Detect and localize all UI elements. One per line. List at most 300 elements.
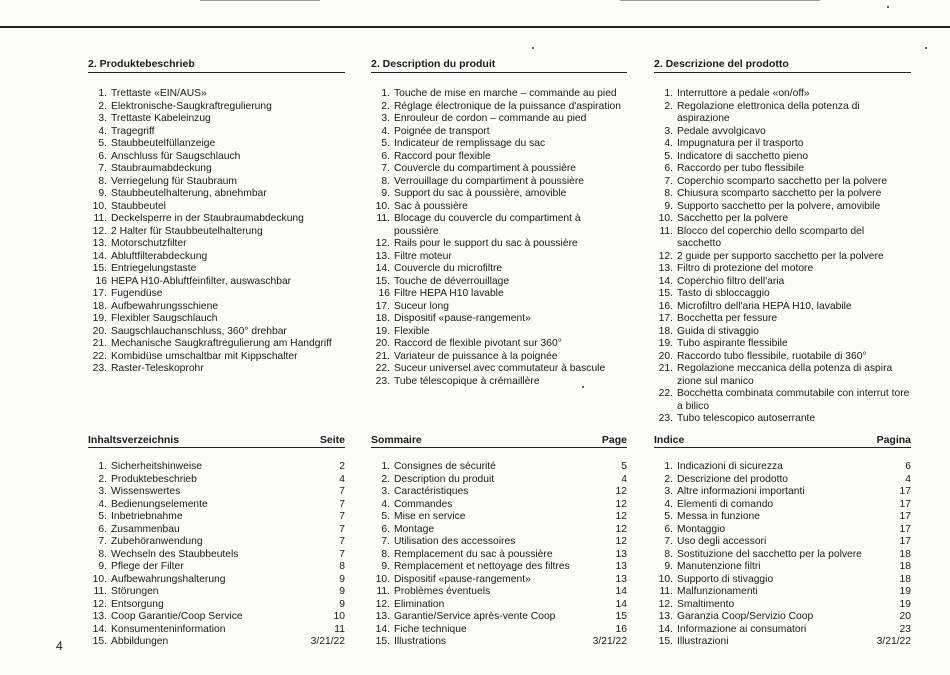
list-item bbox=[654, 213, 911, 226]
item-number: 7. bbox=[381, 163, 390, 174]
list-item bbox=[88, 126, 345, 139]
toc-entry: Description du produit bbox=[394, 473, 495, 485]
toc-page: 14 bbox=[615, 586, 627, 597]
item-number: 23. bbox=[92, 363, 107, 374]
toc-entry: Dispositif «pause-rangement» bbox=[394, 573, 531, 585]
toc-page: 4 bbox=[339, 473, 345, 485]
toc-page: 6 bbox=[905, 461, 911, 472]
list-item bbox=[88, 113, 345, 126]
item-number: 17. bbox=[92, 288, 107, 299]
item-text: Filtre HEPA H10 lavable bbox=[394, 288, 504, 299]
toc-number: 3. bbox=[98, 486, 107, 497]
item-text: Motorschutzfilter bbox=[111, 238, 187, 249]
toc-entry: Smaltimento bbox=[677, 598, 735, 610]
item-text: Saugschlauchanschluss, 360° drehbar bbox=[111, 325, 287, 337]
toc-entry: Produktebeschrieb bbox=[111, 473, 197, 485]
toc-de bbox=[88, 434, 345, 649]
toc-row bbox=[654, 549, 911, 562]
toc-row bbox=[371, 511, 627, 524]
toc-entry: Sostituzione del sacchetto per la polvere bbox=[677, 548, 862, 560]
toc-entry: Sicherheitshinweise bbox=[111, 461, 203, 472]
toc-page: 9 bbox=[339, 573, 345, 585]
list-item bbox=[371, 88, 627, 101]
toc-number: 9. bbox=[98, 561, 107, 572]
item-text: Raccordo tubo flessibile, ruotabile di 360° bbox=[677, 350, 867, 362]
toc-number: 13. bbox=[375, 611, 390, 622]
item-text: Microfiltro dell'aria HEPA H10, lavabile bbox=[677, 300, 852, 312]
item-number: 22. bbox=[375, 363, 390, 374]
item-number: 18. bbox=[92, 300, 107, 312]
item-number: 19. bbox=[658, 338, 673, 349]
item-list bbox=[654, 88, 911, 426]
item-text: Rails pour le support du sac à poussière bbox=[394, 238, 578, 249]
item-number: 13. bbox=[658, 263, 673, 274]
toc-entry: Remplacement et nettoyage des filtres bbox=[394, 561, 570, 572]
list-item bbox=[371, 313, 627, 326]
item-text: Raccord pour flexible bbox=[394, 150, 491, 162]
toc-title: Sommaire bbox=[371, 434, 422, 446]
item-number: 16 bbox=[95, 275, 107, 287]
item-text: Raster-Teleskoprohr bbox=[111, 363, 204, 374]
toc-row bbox=[371, 574, 627, 587]
item-number: 1. bbox=[664, 88, 673, 99]
toc-row bbox=[654, 474, 911, 487]
list-item bbox=[371, 163, 627, 176]
list-item bbox=[371, 126, 627, 139]
list-item bbox=[88, 363, 345, 376]
item-number: 5. bbox=[664, 150, 673, 162]
toc-number: 11. bbox=[659, 586, 673, 597]
list-item bbox=[654, 188, 911, 201]
toc-number: 12. bbox=[375, 598, 390, 610]
item-number: 12. bbox=[375, 238, 390, 249]
toc-page: 16 bbox=[615, 623, 627, 635]
toc-page: 9 bbox=[339, 598, 345, 610]
list-item bbox=[88, 88, 345, 101]
section-title: 2. Produktebeschrieb bbox=[88, 58, 345, 73]
toc-entry: Montage bbox=[394, 523, 435, 535]
list-item bbox=[371, 138, 627, 151]
toc-entry: Caractéristiques bbox=[394, 486, 469, 497]
item-number: 19. bbox=[375, 325, 390, 337]
toc-row bbox=[654, 486, 911, 499]
item-number: 3. bbox=[664, 125, 673, 137]
item-text: Poignée de transport bbox=[394, 125, 490, 137]
list-item bbox=[88, 163, 345, 176]
toc-row bbox=[88, 499, 345, 512]
toc-entry: Supporto di stivaggio bbox=[677, 573, 774, 585]
toc-row bbox=[88, 574, 345, 587]
list-item bbox=[654, 138, 911, 151]
item-number: 16 bbox=[378, 288, 390, 299]
list-item bbox=[88, 351, 345, 364]
toc-page: 20 bbox=[899, 611, 911, 622]
item-list bbox=[88, 88, 345, 376]
toc-page: 8 bbox=[339, 561, 345, 572]
item-text: Anschluss für Saugschlauch bbox=[111, 150, 241, 162]
toc-number: 12. bbox=[92, 598, 107, 610]
item-text: Suceur universel avec commutateur à bascule bbox=[394, 363, 606, 374]
toc-page: 11 bbox=[334, 623, 345, 635]
toc-page: 7 bbox=[339, 486, 345, 497]
toc-number: 2. bbox=[664, 473, 673, 485]
item-number: 9. bbox=[98, 188, 107, 199]
toc-number: 13. bbox=[658, 611, 673, 622]
item-number: 14. bbox=[375, 263, 390, 274]
toc-number: 15. bbox=[658, 636, 673, 647]
item-text: Tubo telescopico autoserrante bbox=[677, 413, 816, 424]
toc-entry: Pflege der Filter bbox=[111, 561, 184, 572]
toc-row bbox=[88, 486, 345, 499]
item-text: Deckelsperre in der Staubraumabdeckung bbox=[111, 213, 304, 224]
toc-row bbox=[371, 536, 627, 549]
toc-number: 1. bbox=[381, 461, 390, 472]
toc-number: 11. bbox=[93, 586, 107, 597]
toc-entry: Consignes de sécurité bbox=[394, 461, 496, 472]
toc-entry: Coop Garantie/Coop Service bbox=[111, 611, 243, 622]
toc-page: 3/21/22 bbox=[310, 636, 345, 647]
item-number: 10. bbox=[375, 200, 390, 212]
toc-number: 4. bbox=[98, 498, 107, 510]
toc-page: 14 bbox=[615, 598, 627, 610]
toc-row bbox=[88, 611, 345, 624]
item-text: Staubbeutel bbox=[111, 200, 166, 212]
item-text: Raccord de flexible pivotant sur 360° bbox=[394, 338, 562, 349]
toc-entry: Messa in funzione bbox=[677, 511, 760, 522]
toc-entry: Utilisation des accessoires bbox=[394, 536, 516, 547]
toc-entry: Inbetriebnahme bbox=[111, 511, 183, 522]
list-item bbox=[371, 176, 627, 189]
toc-entry: Montaggio bbox=[677, 523, 726, 535]
toc-page: 4 bbox=[905, 473, 911, 485]
toc-number: 6. bbox=[98, 523, 107, 535]
toc-row bbox=[371, 461, 627, 474]
toc-page: 9 bbox=[339, 586, 345, 597]
item-text: Sac à poussière bbox=[394, 200, 468, 212]
item-text: Indicateur de remplissage du sac bbox=[394, 138, 546, 149]
item-text: Trettaste «EIN/AUS» bbox=[111, 88, 207, 99]
toc-list bbox=[371, 461, 627, 649]
toc-entry: Malfunzionamenti bbox=[677, 586, 758, 597]
list-item bbox=[88, 326, 345, 339]
item-number: 7. bbox=[664, 175, 673, 187]
item-text: Touche de déverrouillage bbox=[394, 275, 510, 287]
item-number: 19. bbox=[92, 313, 107, 324]
item-text: Mechanische Saugkraftregulierung am Handgriff bbox=[111, 338, 332, 349]
toc-entry: Descrizione del prodotto bbox=[677, 473, 789, 485]
toc-number: 6. bbox=[664, 523, 673, 535]
toc-list bbox=[88, 461, 345, 649]
toc-row bbox=[88, 536, 345, 549]
list-item bbox=[371, 326, 627, 339]
item-number: 11. bbox=[659, 225, 673, 237]
toc-page: 7 bbox=[339, 498, 345, 510]
toc-page: 13 bbox=[615, 561, 627, 572]
list-item bbox=[371, 263, 627, 276]
toc-header bbox=[371, 434, 627, 448]
header-rule bbox=[0, 26, 950, 28]
item-number: 5. bbox=[381, 138, 390, 149]
toc-entry: Mise en service bbox=[394, 511, 466, 522]
list-item bbox=[371, 338, 627, 351]
item-text: Réglage électronique de la puissance d'aspiration bbox=[394, 100, 621, 112]
item-number: 22. bbox=[92, 350, 107, 362]
item-text: Touche de mise en marche – commande au pied bbox=[394, 88, 617, 99]
toc-page: 12 bbox=[615, 498, 627, 510]
item-number: 2. bbox=[381, 100, 390, 112]
toc-row bbox=[88, 461, 345, 474]
toc-page: 13 bbox=[615, 548, 627, 560]
item-text: Couvercle du compartiment à poussière bbox=[394, 163, 577, 174]
toc-page: 5 bbox=[621, 461, 627, 472]
item-number: 8. bbox=[664, 188, 673, 199]
item-text: Suceur long bbox=[394, 300, 449, 312]
item-text: Support du sac à poussière, amovible bbox=[394, 188, 567, 199]
toc-page: 18 bbox=[899, 573, 911, 585]
toc-page: 12 bbox=[615, 511, 627, 522]
toc-row bbox=[654, 611, 911, 624]
item-text: 2 Halter für Staubbeutelhalterung bbox=[111, 225, 263, 237]
toc-entry: Indicazioni di sicurezza bbox=[677, 461, 783, 472]
speck bbox=[887, 6, 889, 8]
item-number: 9. bbox=[664, 200, 673, 212]
toc-entry: Elimination bbox=[394, 598, 445, 610]
item-number: 20. bbox=[375, 338, 390, 349]
list-item bbox=[654, 126, 911, 139]
toc-row bbox=[371, 474, 627, 487]
toc-page: 17 bbox=[899, 523, 911, 535]
toc-number: 9. bbox=[381, 561, 390, 572]
list-item bbox=[371, 363, 627, 376]
item-text: Trettaste Kabeleinzug bbox=[111, 113, 211, 124]
page-number: 4 bbox=[56, 639, 63, 653]
toc-page: 23 bbox=[899, 623, 911, 635]
toc-page-label: Page bbox=[601, 434, 627, 446]
toc-page: 15 bbox=[615, 611, 627, 622]
toc-entry: Aufbewahrungshalterung bbox=[111, 573, 226, 585]
item-text: Abluftfilterabdeckung bbox=[111, 250, 208, 262]
toc-entry: Problèmes éventuels bbox=[394, 586, 491, 597]
list-item bbox=[371, 151, 627, 164]
toc-entry: Garanzia Coop/Servizio Coop bbox=[677, 611, 814, 622]
item-text: 2 guide per supporto sacchetto per la polvere bbox=[677, 250, 884, 262]
toc-entry: Konsumenteninformation bbox=[111, 623, 226, 635]
toc-row bbox=[654, 499, 911, 512]
item-text: Coperchio scomparto sacchetto per la polvere bbox=[677, 175, 888, 187]
item-text: Tasto di sbloccaggio bbox=[677, 288, 770, 299]
item-text: Kombidüse umschaltbar mit Kippschalter bbox=[111, 350, 298, 362]
toc-row bbox=[371, 561, 627, 574]
section-product-de bbox=[88, 58, 345, 376]
item-text: Staubbeutelhalterung, abnehmbar bbox=[111, 188, 267, 199]
toc-number: 13. bbox=[92, 611, 107, 622]
section-product-it bbox=[654, 58, 911, 426]
toc-row bbox=[654, 536, 911, 549]
toc-entry: Bedienungselemente bbox=[111, 498, 208, 510]
list-item bbox=[371, 376, 627, 389]
section-product-fr bbox=[371, 58, 627, 388]
item-text: HEPA H10-Abluftfeinfilter, auswaschbar bbox=[111, 275, 292, 287]
toc-number: 3. bbox=[381, 486, 390, 497]
item-text: Coperchio filtro dell'aria bbox=[677, 275, 785, 287]
toc-row bbox=[371, 636, 627, 649]
list-item bbox=[654, 301, 911, 314]
toc-row bbox=[88, 586, 345, 599]
item-number: 18. bbox=[658, 325, 673, 337]
item-text: Elektronische-Saugkraftregulierung bbox=[111, 100, 272, 112]
toc-page: 3/21/22 bbox=[592, 636, 627, 647]
item-number: 13. bbox=[92, 238, 107, 249]
list-item bbox=[654, 413, 911, 426]
item-text: Supporto sacchetto per la polvere, amovibile bbox=[677, 200, 881, 212]
toc-row bbox=[88, 524, 345, 537]
top-edge-line-left bbox=[200, 0, 320, 1]
toc-row bbox=[88, 599, 345, 612]
toc-number: 5. bbox=[664, 511, 673, 522]
list-item bbox=[654, 326, 911, 339]
toc-it bbox=[654, 434, 911, 649]
toc-row bbox=[654, 574, 911, 587]
list-item bbox=[654, 101, 911, 126]
list-item bbox=[371, 251, 627, 264]
list-item bbox=[654, 88, 911, 101]
list-item bbox=[371, 101, 627, 114]
item-text: Bocchetta combinata commutabile con interrut tore a bilico bbox=[677, 388, 910, 412]
toc-number: 7. bbox=[664, 536, 673, 547]
toc-number: 10. bbox=[375, 573, 390, 585]
toc-number: 7. bbox=[98, 536, 107, 547]
toc-page: 3/21/22 bbox=[876, 636, 911, 647]
list-item bbox=[371, 188, 627, 201]
item-number: 23. bbox=[375, 375, 390, 387]
toc-entry: Wechseln des Staubbeutels bbox=[111, 548, 239, 560]
list-item bbox=[88, 101, 345, 114]
toc-row bbox=[88, 636, 345, 649]
item-number: 17. bbox=[658, 313, 673, 324]
item-text: Tubo aspirante flessibile bbox=[677, 338, 788, 349]
toc-header bbox=[654, 434, 911, 448]
list-item bbox=[88, 151, 345, 164]
toc-row bbox=[371, 611, 627, 624]
list-item bbox=[88, 276, 345, 289]
list-item bbox=[88, 188, 345, 201]
list-item bbox=[654, 288, 911, 301]
item-text: Entriegelungstaste bbox=[111, 263, 197, 274]
toc-page: 17 bbox=[899, 486, 911, 497]
item-number: 1. bbox=[381, 88, 390, 99]
list-item bbox=[88, 201, 345, 214]
list-item bbox=[371, 351, 627, 364]
list-item bbox=[654, 201, 911, 214]
toc-row bbox=[88, 474, 345, 487]
toc-title: Indice bbox=[654, 434, 685, 446]
item-number: 20. bbox=[658, 350, 673, 362]
toc-row bbox=[654, 461, 911, 474]
toc-row bbox=[88, 561, 345, 574]
list-item bbox=[654, 276, 911, 289]
toc-row bbox=[371, 524, 627, 537]
item-text: Flexible bbox=[394, 325, 430, 337]
item-number: 16. bbox=[658, 300, 673, 312]
item-number: 15. bbox=[92, 263, 107, 274]
toc-row bbox=[371, 486, 627, 499]
toc-page: 7 bbox=[339, 511, 345, 522]
list-item bbox=[88, 226, 345, 239]
toc-row bbox=[654, 524, 911, 537]
item-number: 10. bbox=[92, 200, 107, 212]
toc-row bbox=[371, 549, 627, 562]
toc-page: 12 bbox=[615, 536, 627, 547]
toc-number: 7. bbox=[381, 536, 390, 547]
toc-page-label: Seite bbox=[319, 434, 345, 446]
toc-fr bbox=[371, 434, 627, 649]
toc-entry: Informazione ai consumatori bbox=[677, 623, 807, 635]
item-text: Filtro di protezione del motore bbox=[677, 263, 814, 274]
toc-page: 7 bbox=[339, 548, 345, 560]
toc-entry: Garantie/Service après-vente Coop bbox=[394, 611, 556, 622]
item-number: 13. bbox=[375, 250, 390, 262]
toc-row bbox=[88, 624, 345, 637]
list-item bbox=[371, 301, 627, 314]
toc-entry: Altre informazioni importanti bbox=[677, 486, 805, 497]
list-item bbox=[654, 163, 911, 176]
toc-number: 2. bbox=[381, 473, 390, 485]
item-text: Variateur de puissance à la poignée bbox=[394, 350, 558, 362]
item-text: Blocage du couvercle du compartiment à poussière bbox=[394, 213, 581, 237]
item-text: Regolazione elettronica della potenza di aspirazione bbox=[677, 100, 860, 124]
toc-number: 9. bbox=[664, 561, 673, 572]
item-number: 17. bbox=[375, 300, 390, 312]
list-item bbox=[88, 213, 345, 226]
toc-page: 18 bbox=[899, 561, 911, 572]
list-item bbox=[654, 388, 911, 413]
list-item bbox=[371, 238, 627, 251]
list-item bbox=[88, 176, 345, 189]
list-item bbox=[654, 151, 911, 164]
list-item bbox=[88, 338, 345, 351]
item-number: 12. bbox=[92, 225, 107, 237]
toc-entry: Wissenswertes bbox=[111, 486, 181, 497]
toc-entry: Uso degli accessori bbox=[677, 536, 767, 547]
toc-page: 12 bbox=[615, 486, 627, 497]
item-text: Raccordo per tubo flessibile bbox=[677, 163, 805, 174]
list-item bbox=[654, 251, 911, 264]
item-number: 11. bbox=[93, 213, 107, 224]
toc-number: 8. bbox=[381, 548, 390, 560]
item-number: 2. bbox=[98, 100, 107, 112]
item-number: 4. bbox=[664, 138, 673, 149]
list-item bbox=[371, 213, 627, 238]
item-text: Aufbewahrungsschiene bbox=[111, 300, 219, 312]
item-text: Chiusura scomparto sacchetto per la polvere bbox=[677, 188, 882, 199]
toc-entry: Commandes bbox=[394, 498, 453, 510]
toc-list bbox=[654, 461, 911, 649]
item-number: 22. bbox=[658, 388, 673, 399]
list-item bbox=[88, 251, 345, 264]
toc-page: 2 bbox=[339, 461, 345, 472]
toc-page: 17 bbox=[899, 511, 911, 522]
list-item bbox=[371, 276, 627, 289]
item-number: 3. bbox=[98, 113, 107, 124]
toc-entry: Störungen bbox=[111, 586, 159, 597]
toc-row bbox=[654, 511, 911, 524]
toc-number: 5. bbox=[98, 511, 107, 522]
toc-number: 8. bbox=[98, 548, 107, 560]
toc-entry: Illustrations bbox=[394, 636, 447, 647]
toc-number: 1. bbox=[664, 461, 673, 472]
toc-number: 15. bbox=[92, 636, 107, 647]
list-item bbox=[371, 288, 627, 301]
